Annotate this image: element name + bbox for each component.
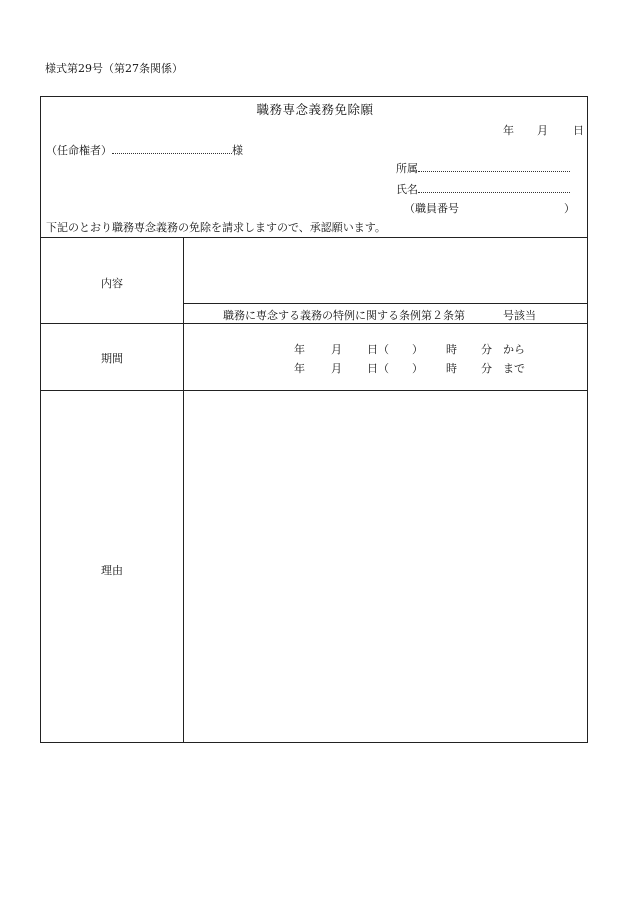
request-statement: 下記のとおり職務専念義務の免除を請求しますので、承認願います。 (46, 221, 386, 234)
period-from-weekday-close: ） (412, 343, 423, 356)
period-from-month: 月 (331, 343, 342, 356)
content-label: 内容 (101, 277, 123, 290)
addressee-line (46, 142, 243, 158)
period-from-suffix: から (503, 343, 525, 356)
name-label: 氏名 (396, 183, 418, 196)
content-field[interactable] (184, 238, 587, 302)
reason-field[interactable] (184, 391, 587, 742)
affiliation-line (396, 160, 570, 176)
exemption-request-form (40, 96, 588, 743)
period-to-year: 年 (294, 362, 305, 375)
appointing-authority-label: （任命権者） (46, 144, 112, 157)
divider (41, 323, 183, 324)
appointing-authority-field[interactable] (112, 143, 232, 154)
divider (183, 323, 587, 324)
date-year-label: 年 (503, 124, 514, 137)
period-to-day: 日（ (367, 362, 389, 375)
period-from-day: 日（ (367, 343, 389, 356)
ordinance-applicable-label: 号該当 (503, 309, 536, 322)
date-day-label: 日 (573, 124, 584, 137)
name-line (396, 181, 570, 197)
name-field[interactable] (418, 182, 570, 193)
staff-number-close: ） (564, 202, 575, 215)
period-to-month: 月 (331, 362, 342, 375)
divider (183, 303, 587, 304)
period-label: 期間 (101, 352, 123, 365)
ordinance-reference: 職務に専念する義務の特例に関する条例第２条第 (223, 309, 465, 322)
period-from-hour: 時 (446, 343, 457, 356)
period-from-year: 年 (294, 343, 305, 356)
affiliation-label: 所属 (396, 162, 418, 175)
content-note (223, 307, 536, 323)
form-number: 様式第29号（第27条関係） (45, 62, 183, 75)
period-to-suffix: まで (503, 362, 525, 375)
period-to-minute: 分 (481, 362, 492, 375)
reason-label: 理由 (101, 564, 123, 577)
affiliation-field[interactable] (418, 161, 570, 172)
date-month-label: 月 (537, 124, 548, 137)
period-to-weekday-close: ） (412, 362, 423, 375)
period-to-hour: 時 (446, 362, 457, 375)
period-from-minute: 分 (481, 343, 492, 356)
honorific-label: 様 (232, 144, 243, 157)
staff-number-field[interactable] (513, 200, 514, 211)
form-title: 職務専念義務免除願 (256, 102, 374, 117)
staff-number-label: （職員番号 (404, 202, 459, 215)
